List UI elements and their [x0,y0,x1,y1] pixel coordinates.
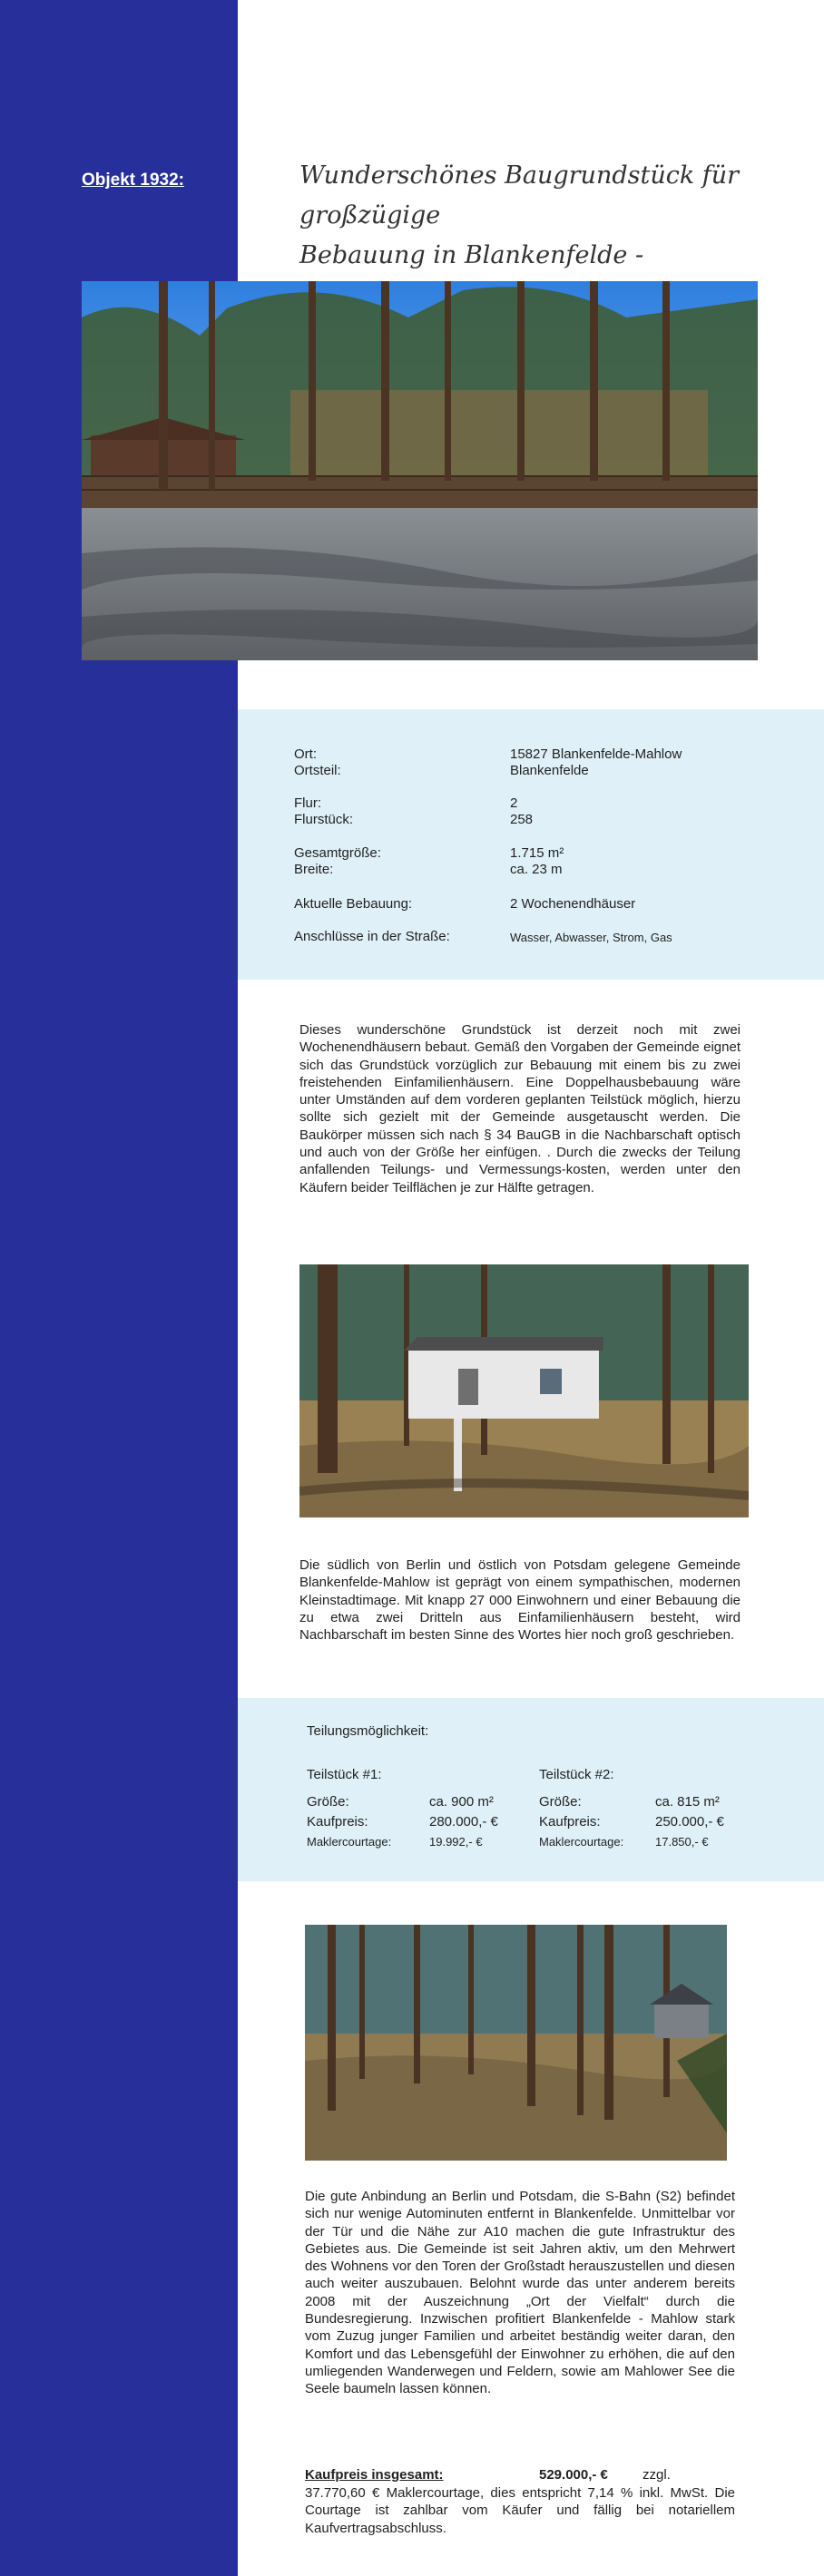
plot-2-courtage-value: 17.850,- € [655,1835,709,1849]
fact-gesamtgroesse-value: 1.715 m² [510,845,564,861]
fact-ort-value: 15827 Blankenfelde-Mahlow [510,746,682,762]
plot-2-groesse-value: ca. 815 m² [655,1794,720,1810]
description-paragraph-3: Die gute Anbindung an Berlin und Potsdam, die S-Bahn (S2) befindet sich nur wenige Autominuten entfernt in Blankenfelde. Unmittelbar vor der Tür und die Nähe zur A10 machen die gute Infrastruktur des Gebietes aus. Die Gemeinde ist seit Jahren aktiv, um den Mehrwert des Wohnens vor den Toren der Großstadt herauszustellen und diesen auch weiter auszubauen. Belohnt wurde das unter anderem bereits 2008 mit der Auszeichnung „Ort der Vielfalt“ durch die Bundesregierung. Inzwischen profitiert Blankenfelde - Mahlow stark vom Zuzug junger Familien und arbeitet beständig weiter daran, den Komfort und das Lebensgefühl der Einwohner zu erhöhen, die auf den umliegenden Wanderwegen und Feldern, sowie am Mahlower See die Seele baumeln lassen können. [305,2189,735,2397]
fact-ortsteil-label: Ortsteil: [294,763,341,778]
plot-2-kaufpreis-label: Kaufpreis: [539,1814,601,1830]
page-title-line-2: Bebauung in Blankenfelde - [299,241,644,269]
fact-flur-value: 2 [510,795,518,811]
fact-breite-value: ca. 23 m [510,862,563,877]
property-photo-weekend-house [299,1264,749,1517]
total-price-value: 529.000,- € [539,2467,608,2483]
fact-anschluesse-label: Anschlüsse in der Straße: [294,929,450,944]
page-title-line-1: Wunderschönes Baugrundstück für großzügige [299,161,740,229]
total-price-suffix: zzgl. [643,2467,671,2483]
plot-2-name: Teilstück #2: [539,1767,614,1782]
plot-1-kaufpreis-value: 280.000,- € [429,1814,498,1830]
plot-1-name: Teilstück #1: [307,1767,382,1782]
plot-2-groesse-label: Größe: [539,1794,582,1810]
total-price-label: Kaufpreis insgesamt: [305,2467,444,2483]
plot-1-courtage-label: Maklercourtage: [307,1835,392,1849]
fact-ort-label: Ort: [294,746,317,762]
fact-bebauung-value: 2 Wochenendhäuser [510,896,636,912]
description-paragraph-2: Die südlich von Berlin und östlich von Potsdam gelegene Gemeinde Blankenfelde-Mahlow ist geprägt von einem sympathischen, modernen Kleinstadtimage. Mit knapp 27 000 Einwohnern und einer Bebauung die zu etwa zwei Dritteln aus Einfamilienhäusern besteht, wird Nachbarschaft im besten Sinne des Wortes hier noch groß geschrieben. [299,1557,741,1644]
fact-anschluesse-value: Wasser, Abwasser, Strom, Gas [510,931,672,944]
property-photo-street [82,281,758,660]
fact-flurstueck-label: Flurstück: [294,812,354,827]
plot-1-courtage-value: 19.992,- € [429,1835,483,1849]
object-number-label: Objekt 1932: [82,171,184,190]
division-title: Teilungsmöglichkeit: [307,1723,429,1739]
plot-1-groesse-label: Größe: [307,1794,349,1810]
property-photo-forest-plot [305,1925,727,2161]
plot-1-kaufpreis-label: Kaufpreis: [307,1814,368,1830]
fact-flur-label: Flur: [294,795,321,811]
fact-breite-label: Breite: [294,862,334,877]
commission-note: 37.770,60 € Maklercourtage, dies entspricht 7,14 % inkl. MwSt. Die Courtage ist zahlbar vom Käufer und fällig bei notariellem Kaufvertragsabschluss. [305,2485,735,2536]
description-paragraph-1: Dieses wunderschöne Grundstück ist derzeit noch mit zwei Wochenendhäusern bebaut. Gemäß den Vorgaben der Gemeinde eignet sich das Grundstück vorzüglich zur Bebauung mit einem bis zu zwei freistehenden Einfamilienhäusern. Eine Doppelhausbebauung wäre unter Umständen auf dem vorderen geplanten Teilstück möglich, hierzu sollte sich gezielt mit der Gemeinde ausgetauscht werden. Die Baukörper müssen sich nach § 34 BauGB in die Nachbarschaft optisch und auch von der Größe her einfügen. . Durch die zwecks der Teilung anfallenden Teilungs- und Vermessungs-kosten, werden unter den Käufern beider Teilflächen je zur Hälfte getragen. [299,1022,741,1195]
plot-1-groesse-value: ca. 900 m² [429,1794,494,1810]
fact-gesamtgroesse-label: Gesamtgröße: [294,845,381,861]
plot-2-courtage-label: Maklercourtage: [539,1835,624,1849]
fact-ortsteil-value: Blankenfelde [510,763,589,778]
plot-2-kaufpreis-value: 250.000,- € [655,1814,724,1830]
fact-bebauung-label: Aktuelle Bebauung: [294,896,413,912]
fact-flurstueck-value: 258 [510,812,534,827]
